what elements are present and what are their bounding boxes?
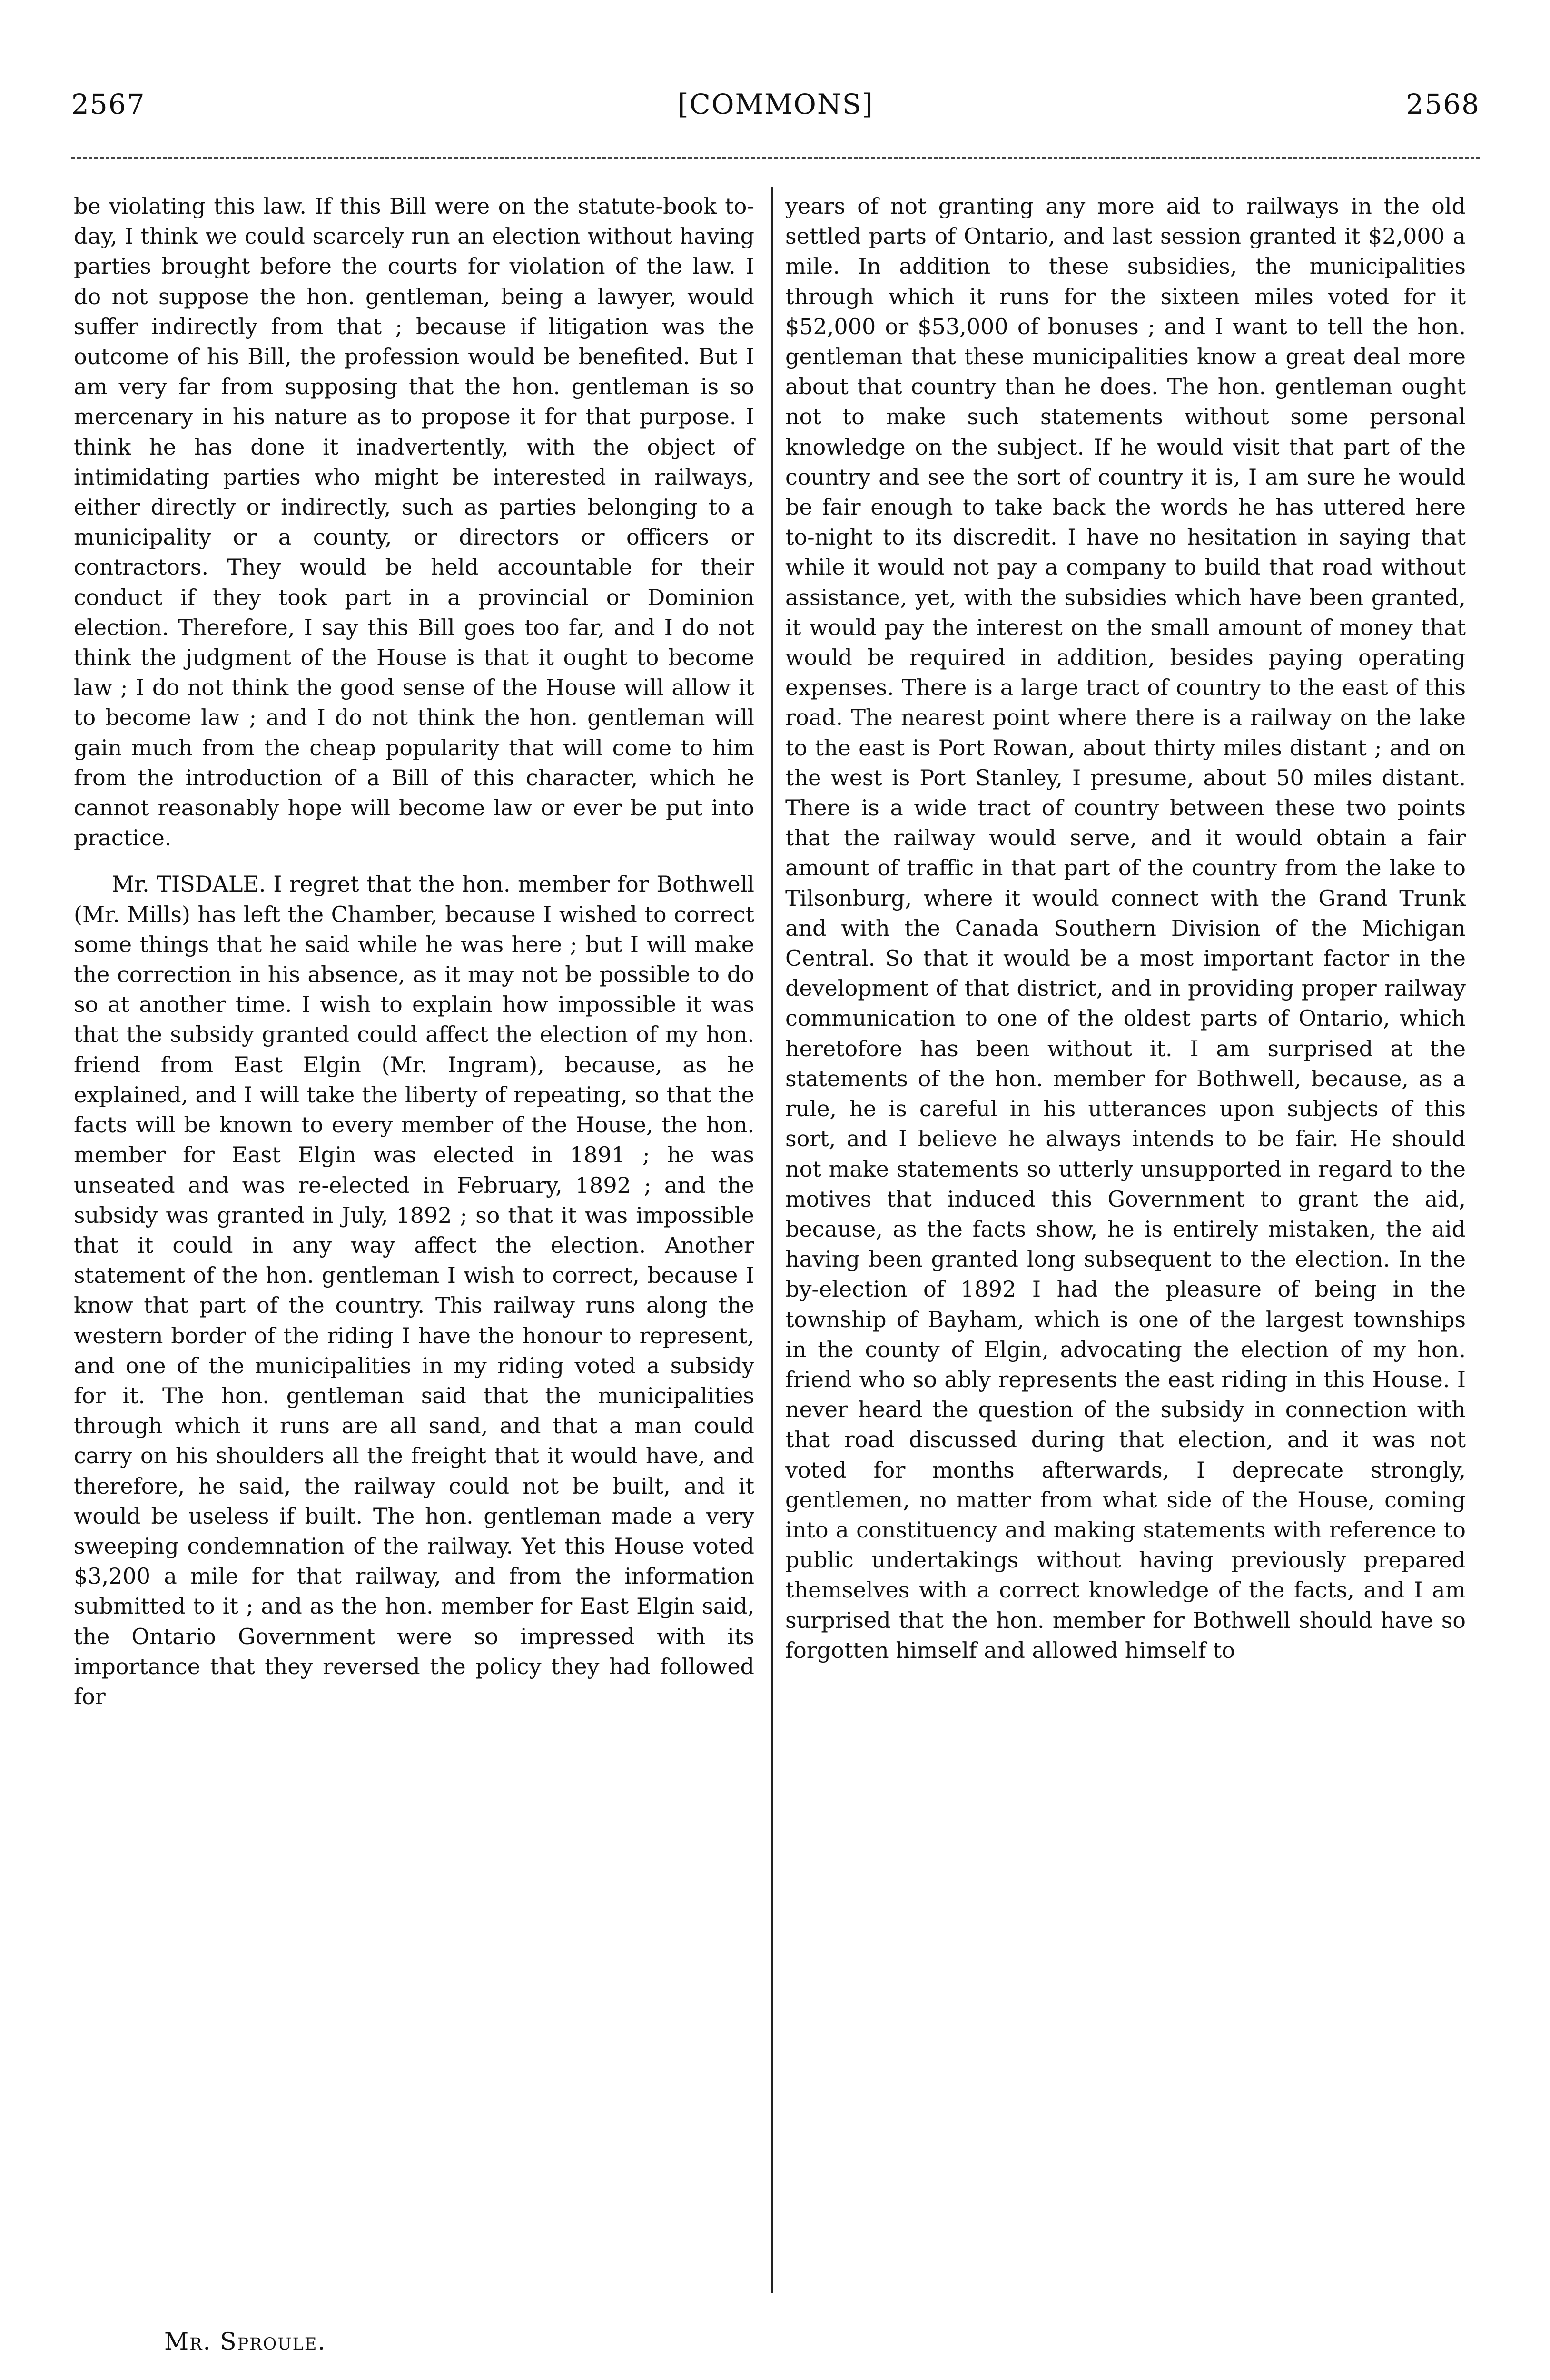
left-column: [74, 191, 754, 1712]
running-title: [COMMONS]: [678, 88, 874, 120]
right-paragraph-1: years of not granting any more aid to railways in the old settled parts of Ontario, and last session granted it $2,000 a mile. In addition to these subsidies, the municipalities through which it runs for the sixteen miles voted for it $52,000 or $53,000 of bonuses ; and I want to tell the hon. gentleman that these municipalities know a great deal more about that country than he does. The hon. gentleman ought not to make such statements without some personal knowledge on the subject. If he would visit that part of the country and see the sort of country it is, I am sure he would be fair enough to take back the words he has uttered here to-night to its discredit. I have no hesitation in saying that while it would not pay a company to build that road without assistance, yet, with the subsidies which have been granted, it would pay the interest on the small amount of money that would be required in addition, besides paying operating expenses. There is a large tract of country to the east of this road. The nearest point where there is a railway on the lake to the east is Port Rowan, about thirty miles distant ; and on the west is Port Stanley, I presume, about 50 miles distant. There is a wide tract of country between these two points that the railway would serve, and it would obtain a fair amount of traffic in that part of the country from the lake to Tilsonburg, where it would connect with the Grand Trunk and with the Canada Southern Division of the Michigan Central. So that it would be a most important factor in the development of that district, and in providing proper railway communication to one of the oldest parts of Ontario, which heretofore has been without it. I am surprised at the statements of the hon. member for Bothwell, because, as a rule, he is careful in his utterances upon subjects of this sort, and I believe he always intends to be fair. He should not make statements so utterly unsupported in regard to the motives that induced this Government to grant the aid, because, as the facts show, he is entirely mistaken, the aid having been granted long subsequent to the election. In the by-election of 1892 I had the pleasure of being in the township of Bayham, which is one of the largest townships in the county of Elgin, advocating the election of my hon. friend who so ably represents the east riding in this House. I never heard the question of the subsidy in connection with that road discussed during that election, and it was not voted for months afterwards, I deprecate strongly, gentlemen, no matter from what side of the House, coming into a constituency and making statements with reference to public undertakings without having previously prepared themselves with a correct knowledge of the facts, and I am surprised that the hon. member for Bothwell should have so forgotten himself and allowed himself to: [785, 193, 1466, 1663]
speaker-name: Mr. Sproule.: [164, 2328, 326, 2355]
footer-speaker: [164, 2328, 326, 2355]
right-column: [785, 191, 1466, 1666]
page-number-right: 2568: [1406, 88, 1480, 120]
page-header: [71, 88, 1480, 126]
left-paragraph-2: Mr. TISDALE. I regret that the hon. member for Bothwell (Mr. Mills) has left the Chamber, because I wished to correct some things that he said while he was here ; but I will make the correction in his absence, as it may not be possible to do so at another time. I wish to explain how impossible it was that the subsidy granted could affect the election of my hon. friend from East Elgin (Mr. Ingram), because, as he explained, and I will take the liberty of repeating, so that the facts will be known to every member of the House, the hon. member for East Elgin was elected in 1891 ; he was unseated and was re-elected in February, 1892 ; and the subsidy was granted in July, 1892 ; so that it was impossible that it could in any way affect the election. Another statement of the hon. gentleman I wish to correct, because I know that part of the country. This railway runs along the western border of the riding I have the honour to represent, and one of the municipalities in my riding voted a subsidy for it. The hon. gentleman said that the municipalities through which it runs are all sand, and that a man could carry on his shoulders all the freight that it would have, and therefore, he said, the railway could not be built, and it would be useless if built. The hon. gentleman made a very sweeping condemnation of the railway. Yet this House voted $3,200 a mile for that railway, and from the information submitted to it ; and as the hon. member for East Elgin said, the Ontario Government were so impressed with its importance that they reversed the policy they had followed for: [74, 871, 754, 1709]
header-rule: [71, 157, 1480, 159]
left-paragraph-1: be violating this law. If this Bill were on the statute-book to-day, I think we could scarcely run an election without having parties brought before the courts for violation of the law. I do not suppose the hon. gentleman, being a lawyer, would suffer indirectly from that ; because if litigation was the outcome of his Bill, the profession would be benefited. But I am very far from supposing that the hon. gentleman is so mercenary in his nature as to propose it for that purpose. I think he has done it inadvertently, with the object of intimidating parties who might be interested in railways, either directly or indirectly, such as parties belonging to a municipality or a county, or directors or officers or contractors. They would be held accountable for their conduct if they took part in a provincial or Dominion election. Therefore, I say this Bill goes too far, and I do not think the judgment of the House is that it ought to become law ; I do not think the good sense of the House will allow it to become law ; and I do not think the hon. gentleman will gain much from the cheap popularity that will come to him from the introduction of a Bill of this character, which he cannot reasonably hope will become law or ever be put into practice.: [74, 193, 754, 851]
column-divider: [771, 187, 773, 2293]
page-number-left: 2567: [71, 88, 146, 120]
